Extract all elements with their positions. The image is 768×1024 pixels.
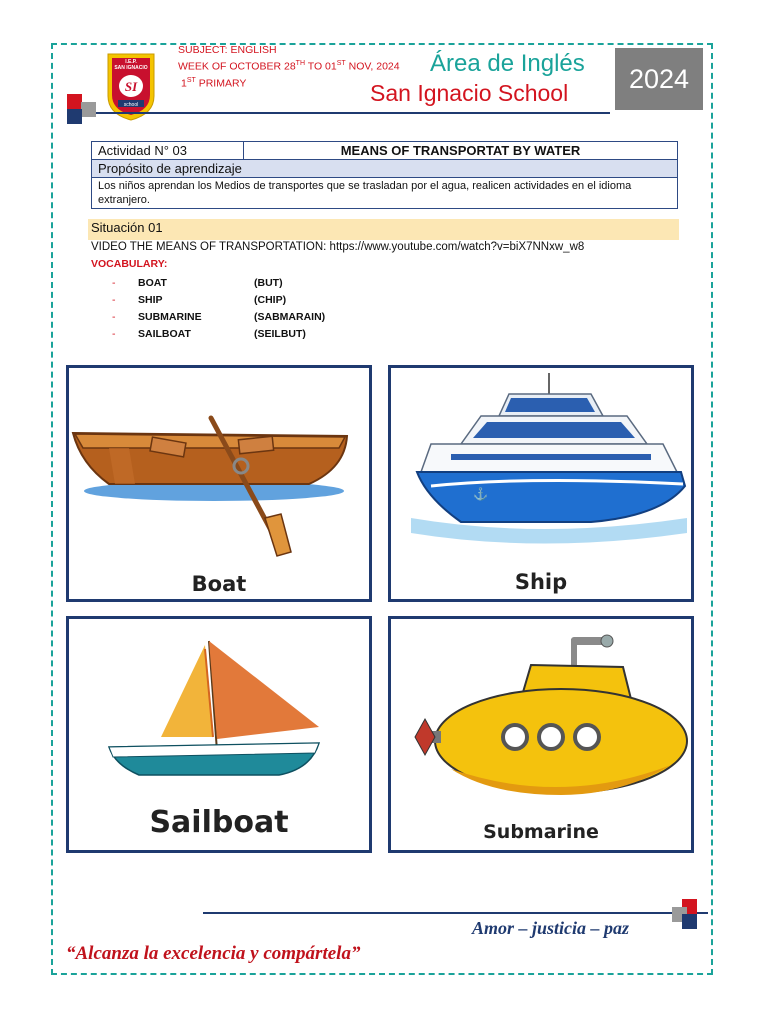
year-box: 2024 — [615, 48, 703, 110]
list-item — [112, 325, 325, 342]
sailboat-card — [66, 616, 372, 853]
week-line — [178, 57, 400, 74]
purpose-text: Los niños aprendan los Medios de transportes que se trasladan por el agua, realicen actividades en el idioma extranjero. — [92, 178, 678, 209]
grade-sup: ST — [186, 76, 196, 84]
week-mid: TO 01 — [305, 60, 337, 73]
vocab-word: SAILBOAT — [138, 327, 191, 340]
vocab-pronunciation: (CHIP) — [254, 293, 287, 306]
ship-illustration — [391, 368, 691, 599]
bullet-dash: - — [112, 276, 116, 289]
vocab-pronunciation: (SEILBUT) — [254, 327, 306, 340]
header-divider — [94, 112, 610, 114]
vocabulary-title: VOCABULARY: — [91, 258, 168, 270]
subject-info — [178, 43, 400, 90]
list-item — [112, 274, 325, 291]
svg-text:SI: SI — [124, 79, 138, 94]
grade-suffix: PRIMARY — [195, 77, 247, 89]
video-link[interactable]: VIDEO THE MEANS OF TRANSPORTATION: https://www.youtube.com/watch?v=biX7NNxw_w8 — [91, 241, 585, 253]
svg-text:I.E.P.: I.E.P. — [125, 59, 137, 65]
week-prefix: WEEK OF OCTOBER 28 — [178, 60, 296, 73]
sailboat-label: Sailboat — [149, 805, 289, 840]
grade-line — [178, 74, 400, 91]
footer-divider — [203, 912, 708, 914]
svg-text:⚓: ⚓ — [473, 487, 488, 501]
purpose-label: Propósito de aprendizaje — [92, 160, 678, 178]
boat-illustration — [69, 368, 369, 599]
activity-table — [91, 141, 678, 209]
svg-text:SAN IGNACIO: SAN IGNACIO — [114, 65, 148, 71]
boat-card — [66, 365, 372, 602]
vocab-pronunciation: (SABMARAIN) — [254, 310, 326, 323]
list-item — [112, 291, 325, 308]
vocab-word: SHIP — [138, 293, 163, 306]
boat-label: Boat — [191, 572, 247, 596]
grade-num: 1 — [181, 77, 187, 89]
vocabulary-list — [112, 274, 325, 342]
week-sup-2: ST — [336, 60, 346, 67]
bullet-dash: - — [112, 327, 116, 340]
situation-bar: Situación 01 — [88, 219, 679, 240]
svg-text:school: school — [123, 102, 139, 108]
ship-card — [388, 365, 694, 602]
subject-line: SUBJECT: ENGLISH — [178, 44, 277, 56]
school-name: San Ignacio School — [370, 80, 569, 106]
week-suffix: NOV, 2024 — [345, 60, 400, 73]
activity-title: MEANS OF TRANSPORTAT BY WATER — [244, 142, 678, 160]
decorative-squares-bottom — [672, 899, 706, 933]
submarine-label: Submarine — [483, 821, 599, 843]
vocab-pronunciation: (BUT) — [254, 276, 283, 289]
vocab-word: SUBMARINE — [138, 310, 202, 323]
submarine-illustration — [391, 619, 691, 850]
motto: Amor – justicia – paz — [472, 918, 630, 938]
area-title: Área de Inglés — [430, 50, 585, 77]
bullet-dash: - — [112, 293, 116, 306]
school-quote: “Alcanza la excelencia y compártela” — [66, 943, 361, 964]
list-item — [112, 308, 325, 325]
vocab-word: BOAT — [138, 276, 167, 289]
ship-label: Ship — [514, 570, 568, 594]
submarine-card — [388, 616, 694, 853]
bullet-dash: - — [112, 310, 116, 323]
activity-number: Actividad N° 03 — [92, 142, 244, 160]
week-sup-1: TH — [295, 60, 306, 67]
decorative-squares-top — [65, 94, 99, 124]
